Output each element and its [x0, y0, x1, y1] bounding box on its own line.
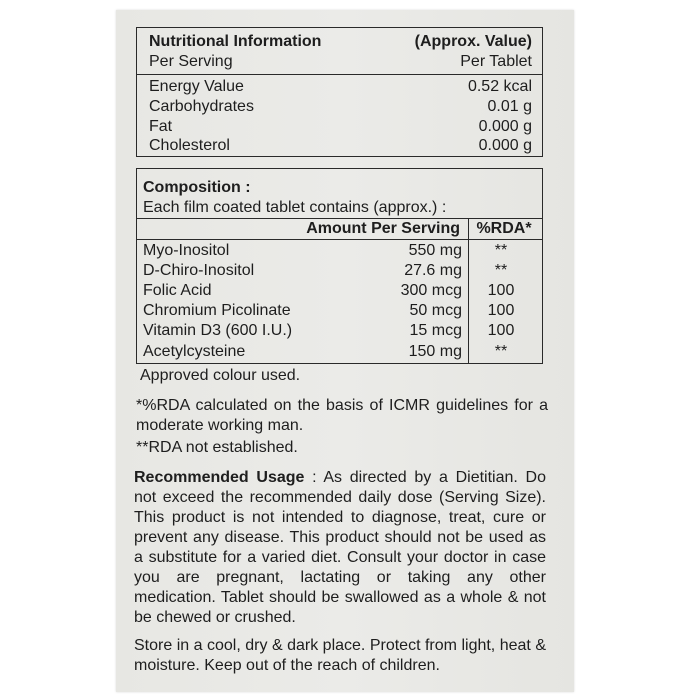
usage-text: : As directed by a Dietitian. Do not exceed the recommended daily dose (Serving Size). This product is not intended to diagnose, treat, cure or prevent any disease. This product should not be used as a substitute for a varied diet. Consult your doctor in case you are pregnant, lactating or taking any other medication. Tablet should be swallowed as a whole & not be chewed or crushed.	[134, 469, 546, 626]
nutrition-divider	[137, 74, 542, 75]
label-panel	[116, 10, 574, 692]
ingredient-name: Chromium Picolinate	[143, 302, 291, 319]
table-row	[137, 241, 542, 261]
rda-footnote: *%RDA calculated on the basis of ICMR guidelines for a moderate working man.	[136, 397, 548, 434]
composition-subtitle: Each film coated tablet contains (approx.) :	[143, 199, 447, 216]
ingredient-name: Folic Acid	[143, 282, 212, 299]
nutrient-label: Carbohydrates	[149, 98, 254, 115]
nutrient-value: 0.000 g	[478, 118, 532, 135]
nutrient-value: 0.01 g	[487, 98, 532, 115]
ingredient-amount: 15 mcg	[409, 322, 462, 339]
rda-header: %RDA*	[476, 220, 532, 237]
usage-label: Recommended Usage	[134, 469, 305, 486]
nutrition-title: Nutritional Information	[149, 33, 322, 50]
ingredient-name: D-Chiro-Inositol	[143, 262, 255, 279]
nutrient-value: 0.000 g	[478, 137, 532, 154]
ingredient-rda: 100	[487, 322, 515, 339]
nutrition-value-header: (Approx. Value)	[414, 33, 532, 50]
composition-table	[136, 168, 543, 364]
ingredient-name: Myo-Inositol	[143, 242, 230, 259]
serving-value: Per Tablet	[460, 53, 532, 70]
ingredient-amount: 50 mcg	[409, 302, 462, 319]
ingredient-rda: 100	[487, 282, 515, 299]
table-row	[137, 261, 542, 281]
composition-title: Composition :	[143, 179, 251, 196]
ingredient-amount: 27.6 mg	[404, 262, 462, 279]
table-row	[137, 301, 542, 321]
recommended-usage	[134, 468, 546, 628]
nutrient-label: Cholesterol	[149, 137, 230, 154]
ingredient-rda: 100	[487, 302, 515, 319]
table-row	[137, 342, 542, 362]
table-row	[137, 117, 542, 137]
table-row	[137, 321, 542, 341]
nutrient-label: Fat	[149, 118, 173, 135]
nutrient-value: 0.52 kcal	[467, 78, 532, 95]
ingredient-amount: 300 mcg	[400, 282, 462, 299]
ingredient-amount: 550 mg	[408, 242, 462, 259]
ingredient-name: Vitamin D3 (600 I.U.)	[143, 322, 293, 339]
nutrition-header-row	[137, 32, 542, 52]
approved-colour-note: Approved colour used.	[140, 367, 301, 384]
serving-label: Per Serving	[149, 53, 233, 70]
amount-header: Amount Per Serving	[306, 220, 460, 237]
ingredient-rda: **	[494, 242, 508, 259]
ingredient-rda: **	[494, 343, 508, 360]
table-row	[137, 281, 542, 301]
nutrient-label: Energy Value	[149, 78, 244, 95]
storage-instructions: Store in a cool, dry & dark place. Protect from light, heat & moisture. Keep out of the reach of children.	[134, 637, 546, 674]
nutrition-serving-row	[137, 52, 542, 72]
composition-header-divider	[137, 239, 542, 240]
rda-not-established-note: **RDA not established.	[136, 439, 298, 456]
composition-header-row	[137, 219, 542, 239]
ingredient-amount: 150 mg	[408, 343, 462, 360]
ingredient-name: Acetylcysteine	[143, 343, 246, 360]
nutrition-table	[136, 27, 543, 157]
table-row	[137, 97, 542, 117]
ingredient-rda: **	[494, 262, 508, 279]
table-row	[137, 77, 542, 97]
table-row	[137, 136, 542, 156]
